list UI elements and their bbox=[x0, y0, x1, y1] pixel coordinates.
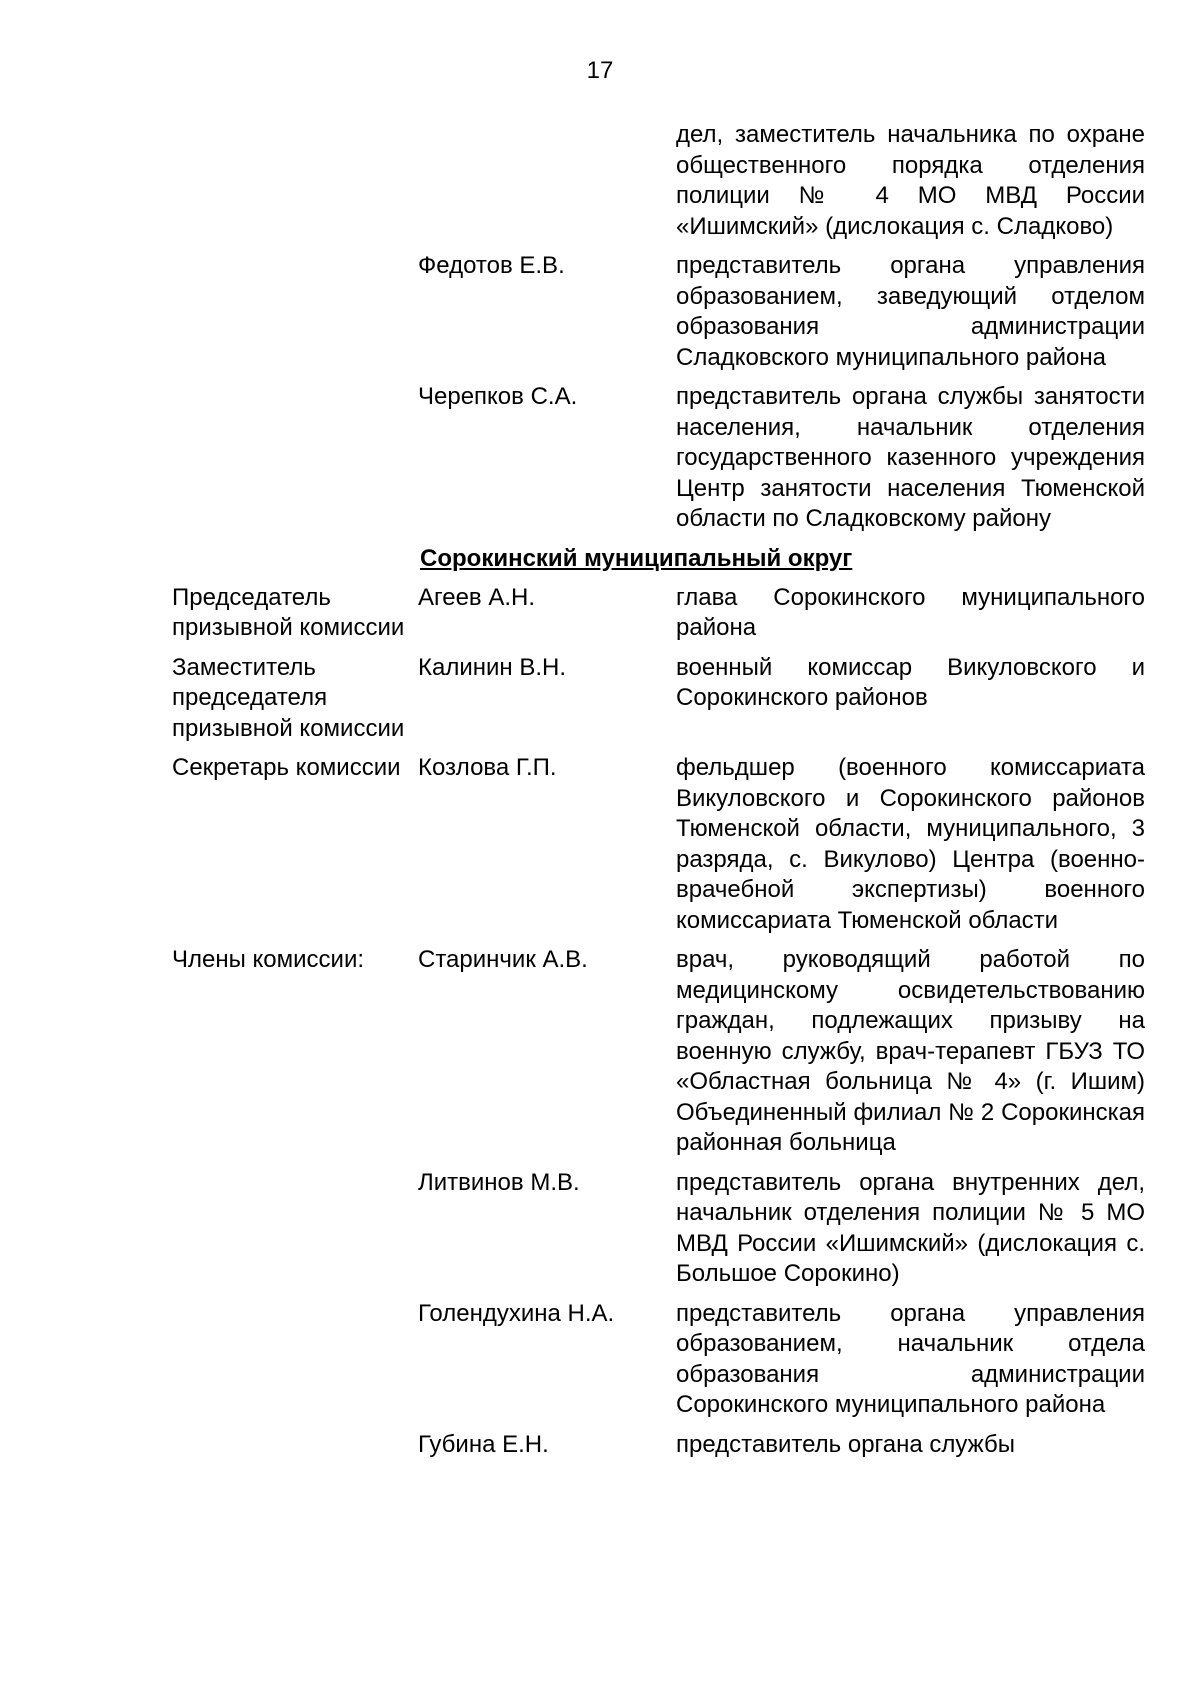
member-description: представитель органа внутренних дел, начальник отделения полиции № 5 МО МВД России «Ишимский» (дислокация с. Большое Сорокино) bbox=[676, 1168, 1145, 1287]
commission-list bbox=[172, 120, 1145, 1460]
member-description: представитель органа управления образованием, заведующий отделом образования администрации Сладковского муниципального района bbox=[676, 252, 1145, 371]
member-description: дел, заместитель начальника по охране общественного порядка отделения полиции № 4 МО МВД России «Ишимский» (дислокация с. Сладково) bbox=[676, 121, 1145, 240]
member-role: Члены комиссии: bbox=[172, 946, 365, 973]
table-row bbox=[172, 753, 1145, 936]
member-description: глава Сорокинского муниципального района bbox=[676, 583, 1145, 641]
table-row bbox=[172, 382, 1145, 535]
table-row bbox=[172, 945, 1145, 1159]
member-description: представитель органа управления образованием, начальник отдела образования администрации Сорокинского муниципального района bbox=[676, 1299, 1145, 1418]
member-name: Старинчик А.В. bbox=[418, 946, 588, 973]
member-description: врач, руководящий работой по медицинскому освидетельствованию граждан, подлежащих призыву на военную службу, врач-терапевт ГБУЗ ТО «Областная больница № 4» (г. Ишим) Объединенный филиал № 2 Сорокинская районная больница bbox=[676, 946, 1145, 1156]
member-description: военный комиссар Викуловского и Сорокинского районов bbox=[676, 653, 1145, 711]
table-row bbox=[172, 653, 1145, 745]
member-description: представитель органа службы bbox=[676, 1430, 1015, 1458]
member-name: Голендухина Н.А. bbox=[418, 1299, 615, 1327]
member-description: фельдшер (военного комиссариата Викуловского и Сорокинского районов Тюменской области, муниципального, 3 разряда, с. Викулово) Центра (военно-врачебной экспертизы) военного комиссариата Тюменской области bbox=[676, 754, 1145, 934]
member-name: Литвинов М.В. bbox=[418, 1168, 580, 1196]
member-name: Черепков С.А. bbox=[418, 383, 578, 410]
table-row bbox=[172, 251, 1145, 373]
member-role: Председатель призывной комиссии bbox=[172, 583, 405, 641]
section-title: Сорокинский муниципальный округ bbox=[420, 544, 853, 572]
table-row bbox=[172, 120, 1145, 242]
member-name: Агеев А.Н. bbox=[418, 583, 536, 611]
member-role: Заместитель председателя призывной комиссии bbox=[172, 653, 405, 742]
table-row bbox=[172, 583, 1145, 644]
member-name: Федотов Е.В. bbox=[418, 252, 565, 279]
page-number: 17 bbox=[586, 57, 614, 84]
table-row bbox=[172, 1430, 1145, 1461]
table-row bbox=[172, 1168, 1145, 1290]
member-description: представитель органа службы занятости населения, начальник отделения государственного казенного учреждения Центр занятости населения Тюменской области по Сладковскому району bbox=[676, 383, 1145, 532]
table-row bbox=[172, 1299, 1145, 1421]
member-name: Калинин В.Н. bbox=[418, 653, 566, 681]
member-name: Козлова Г.П. bbox=[418, 754, 557, 781]
member-name: Губина Е.Н. bbox=[418, 1430, 549, 1458]
member-role: Секретарь комиссии bbox=[172, 754, 401, 781]
